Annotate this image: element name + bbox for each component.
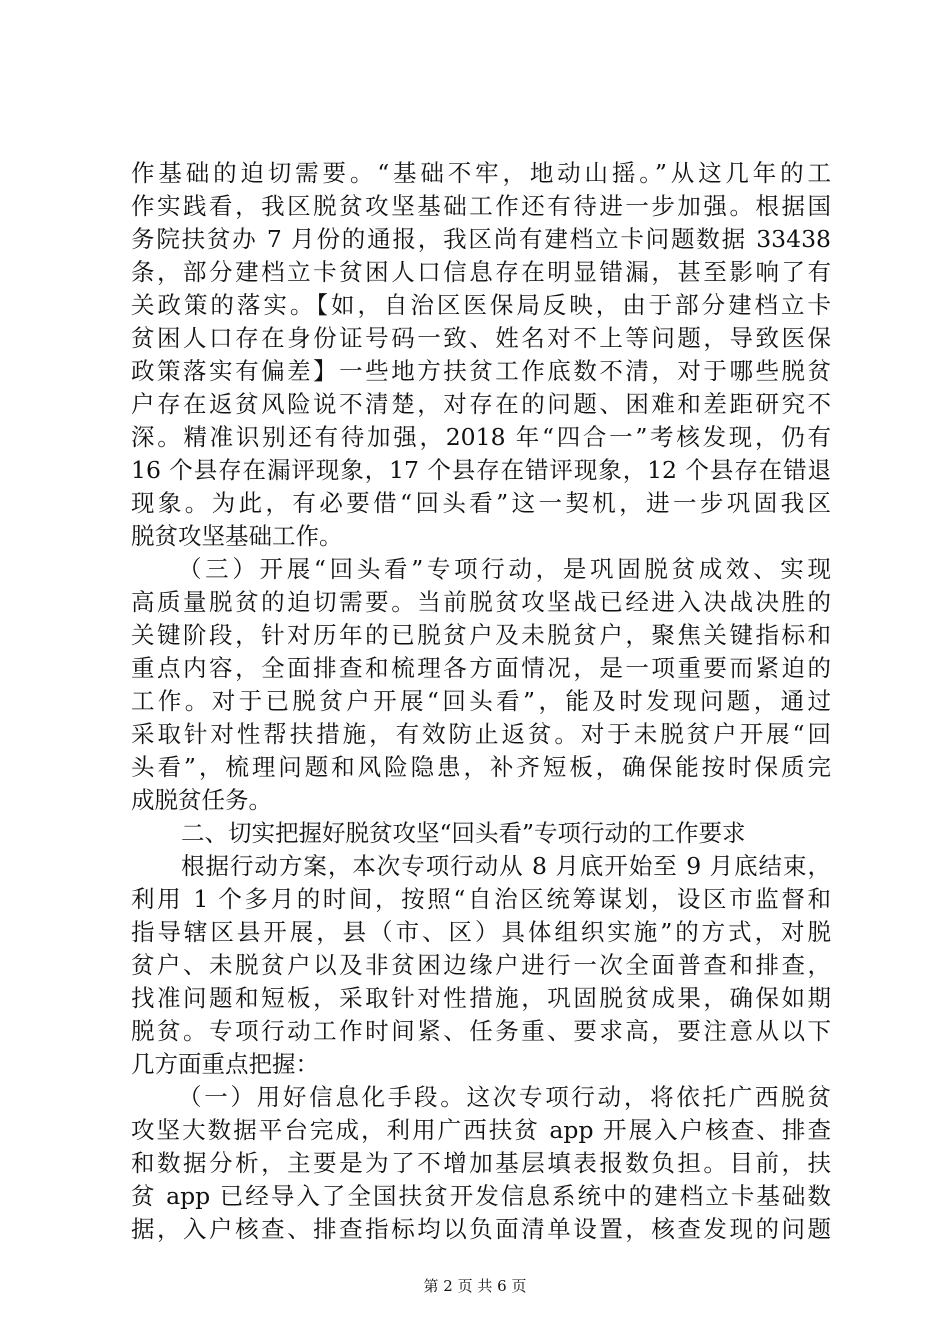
text-line: 作基础的迫切需要。“基础不牢，地动山摇。”从这几年的工 bbox=[131, 159, 831, 187]
document-body bbox=[131, 157, 831, 1246]
text-line: 根据行动方案，本次专项行动从 8 月底开始至 9 月底结束， bbox=[181, 852, 831, 880]
text-line: 脱贫攻坚基础工作。 bbox=[131, 522, 343, 550]
text-line: 采取针对性帮扶措施，有效防止返贫。对于未脱贫户开展“回 bbox=[131, 720, 831, 748]
text-line: 现象。为此，有必要借“回头看”这一契机，进一步巩固我区 bbox=[131, 489, 831, 517]
paragraph-heading-line: （三）开展“回头看”专项行动，是巩固脱贫成效、实现 bbox=[178, 555, 831, 583]
text-line: 重点内容，全面排查和梳理各方面情况，是一项重要而紧迫的 bbox=[131, 654, 831, 682]
text-line: 贫户、未脱贫户以及非贫困边缘户进行一次全面普查和排查， bbox=[131, 951, 831, 979]
text-line: 指导辖区县开展，县（市、区）具体组织实施”的方式，对脱 bbox=[131, 918, 831, 946]
text-line: 攻坚大数据平台完成，利用广西扶贫 app 开展入户核查、排查 bbox=[131, 1116, 831, 1144]
text-line: 贫 app 已经导入了全国扶贫开发信息系统中的建档立卡基础数 bbox=[131, 1182, 831, 1210]
text-line: 几方面重点把握： bbox=[131, 1050, 319, 1078]
text-line: 脱贫。专项行动工作时间紧、任务重、要求高，要注意从以下 bbox=[131, 1017, 831, 1045]
text-line: 务院扶贫办 7 月份的通报，我区尚有建档立卡问题数据 33438 bbox=[131, 225, 831, 253]
text-line: 工作。对于已脱贫户开展“回头看”，能及时发现问题，通过 bbox=[131, 687, 831, 715]
page-number-footer: 第 2 页 共 6 页 bbox=[423, 1277, 527, 1295]
paragraph-heading-line: （一）用好信息化手段。这次专项行动，将依托广西脱贫 bbox=[178, 1083, 831, 1111]
text-line: 关键阶段，针对历年的已脱贫户及未脱贫户，聚焦关键指标和 bbox=[131, 621, 831, 649]
section-heading: 二、切实把握好脱贫攻坚“回头看”专项行动的工作要求 bbox=[181, 819, 746, 847]
text-line: 政策落实有偏差】一些地方扶贫工作底数不清，对于哪些脱贫 bbox=[131, 357, 831, 385]
text-line: 16 个县存在漏评现象，17 个县存在错评现象，12 个县存在错退 bbox=[131, 456, 831, 484]
text-line: 贫困人口存在身份证号码一致、姓名对不上等问题，导致医保 bbox=[131, 324, 831, 352]
text-line: 深。精准识别还有待加强，2018 年“四合一”考核发现，仍有 bbox=[131, 423, 831, 451]
text-line: 和数据分析，主要是为了不增加基层填表报数负担。目前，扶 bbox=[131, 1149, 831, 1177]
text-line: 关政策的落实。【如，自治区医保局反映，由于部分建档立卡 bbox=[131, 291, 831, 319]
text-line: 条，部分建档立卡贫困人口信息存在明显错漏，甚至影响了有 bbox=[131, 258, 831, 286]
text-line: 成脱贫任务。 bbox=[131, 786, 272, 814]
text-line: 找准问题和短板，采取针对性措施，巩固脱贫成果，确保如期 bbox=[131, 984, 831, 1012]
text-line: 作实践看，我区脱贫攻坚基础工作还有待进一步加强。根据国 bbox=[131, 192, 831, 220]
text-line: 高质量脱贫的迫切需要。当前脱贫攻坚战已经进入决战决胜的 bbox=[131, 588, 831, 616]
text-line: 利用 1 个多月的时间，按照“自治区统筹谋划，设区市监督和 bbox=[131, 885, 831, 913]
text-line: 据，入户核查、排查指标均以负面清单设置，核查发现的问题 bbox=[131, 1215, 831, 1243]
text-line: 头看”，梳理问题和风险隐患，补齐短板，确保能按时保质完 bbox=[131, 753, 831, 781]
text-line: 户存在返贫风险说不清楚，对存在的问题、困难和差距研究不 bbox=[131, 390, 831, 418]
